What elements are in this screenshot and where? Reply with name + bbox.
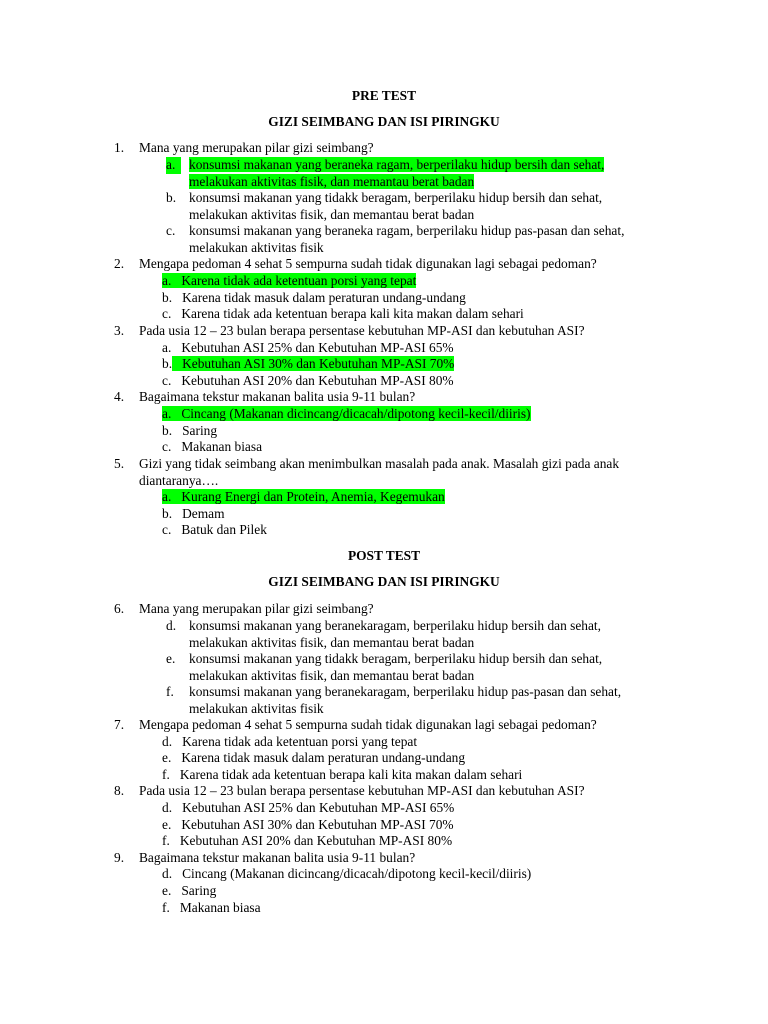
question-text: Bagaimana tekstur makanan balita usia 9-11 bulan? <box>139 850 416 865</box>
option-text-line-2: melakukan aktivitas fisik <box>189 700 324 716</box>
option-9d <box>162 866 531 883</box>
question-text: Pada usia 12 – 23 bulan berapa persentase kebutuhan MP-ASI dan kebutuhan ASI? <box>139 323 585 338</box>
option-text: Karena tidak masuk dalam peraturan undang-undang <box>182 290 466 305</box>
option-text: Saring <box>182 423 218 438</box>
question-number: 5. <box>114 456 125 471</box>
option-text: Kebutuhan ASI 20% dan Kebutuhan MP-ASI 80% <box>181 373 454 388</box>
option-letter: e. <box>162 883 172 898</box>
option-text: Karena tidak ada ketentuan porsi yang tepat <box>182 734 418 749</box>
pre-test-title: PRE TEST <box>351 88 417 103</box>
option-6f <box>166 684 621 717</box>
question-text: Mengapa pedoman 4 sehat 5 sempurna sudah tidak digunakan lagi sebagai pedoman? <box>139 256 597 271</box>
option-text: Kebutuhan ASI 25% dan Kebutuhan MP-ASI 65% <box>182 800 455 815</box>
option-letter: e. <box>162 750 172 765</box>
question-number: 9. <box>114 850 125 865</box>
option-4c <box>162 439 262 456</box>
question-6 <box>114 601 654 618</box>
option-3b <box>162 356 454 373</box>
option-text-line-1: konsumsi makanan yang beranekaragam, berperilaku hidup pas-pasan dan sehat, <box>189 684 622 699</box>
option-letter: b. <box>162 506 173 521</box>
option-text-line-1: konsumsi makanan yang beraneka ragam, berperilaku hidup bersih dan sehat, <box>189 157 605 172</box>
question-4 <box>114 389 654 406</box>
option-6e <box>166 651 602 684</box>
option-letter: c. <box>162 522 172 537</box>
question-9 <box>114 850 654 867</box>
option-5c <box>162 522 267 539</box>
question-1 <box>114 140 654 157</box>
option-7f <box>162 767 522 784</box>
question-text: Pada usia 12 – 23 bulan berapa persentase kebutuhan MP-ASI dan kebutuhan ASI? <box>139 783 585 798</box>
option-letter: c. <box>162 306 172 321</box>
question-3 <box>114 323 654 340</box>
option-8f <box>162 833 452 850</box>
option-1b <box>166 190 602 223</box>
option-text: Kurang Energi dan Protein, Anemia, Kegemukan <box>181 489 445 504</box>
option-text: Kebutuhan ASI 25% dan Kebutuhan MP-ASI 65% <box>181 340 454 355</box>
option-letter: c. <box>162 439 172 454</box>
option-letter: c. <box>162 373 172 388</box>
option-1c <box>166 223 624 256</box>
option-3c <box>162 373 454 390</box>
option-7d <box>162 734 417 751</box>
option-letter: b. <box>162 290 173 305</box>
option-letter: f. <box>162 900 170 915</box>
question-number: 2. <box>114 256 125 271</box>
question-number: 8. <box>114 783 125 798</box>
option-5b <box>162 506 224 523</box>
option-text: Karena tidak ada ketentuan berapa kali kita makan dalam sehari <box>179 767 523 782</box>
question-7 <box>114 717 654 734</box>
option-text-line-1: konsumsi makanan yang tidakk beragam, berperilaku hidup bersih dan sehat, <box>189 651 603 666</box>
option-4b <box>162 423 217 440</box>
option-2c <box>162 306 524 323</box>
option-text: Cincang (Makanan dicincang/dicacah/dipotong kecil-kecil/diiris) <box>182 866 532 881</box>
option-text: Kebutuhan ASI 20% dan Kebutuhan MP-ASI 80% <box>179 833 453 848</box>
option-letter: a. <box>162 340 172 355</box>
option-text-line-2: melakukan aktivitas fisik, dan memantau berat badan <box>189 634 475 650</box>
pre-test-subtitle: GIZI SEIMBANG DAN ISI PIRINGKU <box>268 114 500 129</box>
option-text: Karena tidak masuk dalam peraturan undang-undang <box>181 750 466 765</box>
option-text: Makanan biasa <box>181 439 263 454</box>
option-letter: e. <box>166 651 176 666</box>
question-number: 4. <box>114 389 125 404</box>
option-letter: b. <box>162 423 173 438</box>
question-text: Bagaimana tekstur makanan balita usia 9-11 bulan? <box>139 389 416 404</box>
option-letter: f. <box>162 767 170 782</box>
option-text-line-2: melakukan aktivitas fisik <box>189 239 324 255</box>
question-2 <box>114 256 654 273</box>
option-text: Kebutuhan ASI 30% dan Kebutuhan MP-ASI 70% <box>181 817 454 832</box>
option-9e <box>162 883 216 900</box>
option-9f <box>162 900 261 917</box>
option-text: Makanan biasa <box>179 900 261 915</box>
option-letter: e. <box>162 817 172 832</box>
post-test-title: POST TEST <box>347 548 421 563</box>
question-8 <box>114 783 654 800</box>
question-text: Mana yang merupakan pilar gizi seimbang? <box>139 140 374 155</box>
question-text: Mengapa pedoman 4 sehat 5 sempurna sudah tidak digunakan lagi sebagai pedoman? <box>139 717 597 732</box>
option-text-line-1: konsumsi makanan yang tidakk beragam, berperilaku hidup bersih dan sehat, <box>189 190 603 205</box>
option-3a <box>162 340 454 357</box>
option-7e <box>162 750 465 767</box>
option-letter: f. <box>166 684 174 699</box>
option-8e <box>162 817 454 834</box>
option-text-line-1: konsumsi makanan yang beraneka ragam, berperilaku hidup pas-pasan dan sehat, <box>189 223 625 238</box>
option-text: Karena tidak ada ketentuan porsi yang tepat <box>181 273 417 288</box>
option-text: Kebutuhan ASI 30% dan Kebutuhan MP-ASI 70% <box>182 356 455 371</box>
question-text: Mana yang merupakan pilar gizi seimbang? <box>139 601 374 616</box>
option-letter: a. <box>162 406 172 421</box>
question-text-line-1: Gizi yang tidak seimbang akan menimbulkan masalah pada anak. Masalah gizi pada anak <box>139 456 620 471</box>
option-8d <box>162 800 454 817</box>
option-text: Saring <box>181 883 217 898</box>
option-letter: b. <box>162 356 173 371</box>
option-text-line-2: melakukan aktivitas fisik, dan memantau berat badan <box>189 206 475 222</box>
option-letter: c. <box>166 223 176 238</box>
option-2a <box>162 273 416 290</box>
option-letter: d. <box>162 734 173 749</box>
option-letter: b. <box>166 190 177 205</box>
question-number: 7. <box>114 717 125 732</box>
option-4a <box>162 406 531 423</box>
option-text-line-1: konsumsi makanan yang beranekaragam, berperilaku hidup bersih dan sehat, <box>189 618 601 633</box>
option-letter: f. <box>162 833 170 848</box>
option-text: Karena tidak ada ketentuan berapa kali kita makan dalam sehari <box>181 306 524 321</box>
option-text: Cincang (Makanan dicincang/dicacah/dipotong kecil-kecil/diiris) <box>181 406 531 421</box>
option-5a <box>162 489 445 506</box>
question-5 <box>114 456 674 489</box>
option-letter: a. <box>162 489 172 504</box>
question-text-line-2: diantaranya…. <box>139 472 219 488</box>
option-text: Demam <box>182 506 225 521</box>
question-number: 1. <box>114 140 125 155</box>
option-1a <box>166 157 604 190</box>
option-letter: d. <box>166 618 177 633</box>
option-text-line-2: melakukan aktivitas fisik, dan memantau berat badan <box>189 173 475 189</box>
option-2b <box>162 290 466 307</box>
question-number: 6. <box>114 601 125 616</box>
option-text-line-2: melakukan aktivitas fisik, dan memantau berat badan <box>189 667 475 683</box>
option-letter: d. <box>162 800 173 815</box>
option-letter: a. <box>162 273 172 288</box>
option-6d <box>166 618 601 651</box>
option-letter: a. <box>166 157 181 174</box>
question-number: 3. <box>114 323 125 338</box>
post-test-subtitle: GIZI SEIMBANG DAN ISI PIRINGKU <box>268 574 500 589</box>
option-text: Batuk dan Pilek <box>181 522 267 537</box>
option-letter: d. <box>162 866 173 881</box>
